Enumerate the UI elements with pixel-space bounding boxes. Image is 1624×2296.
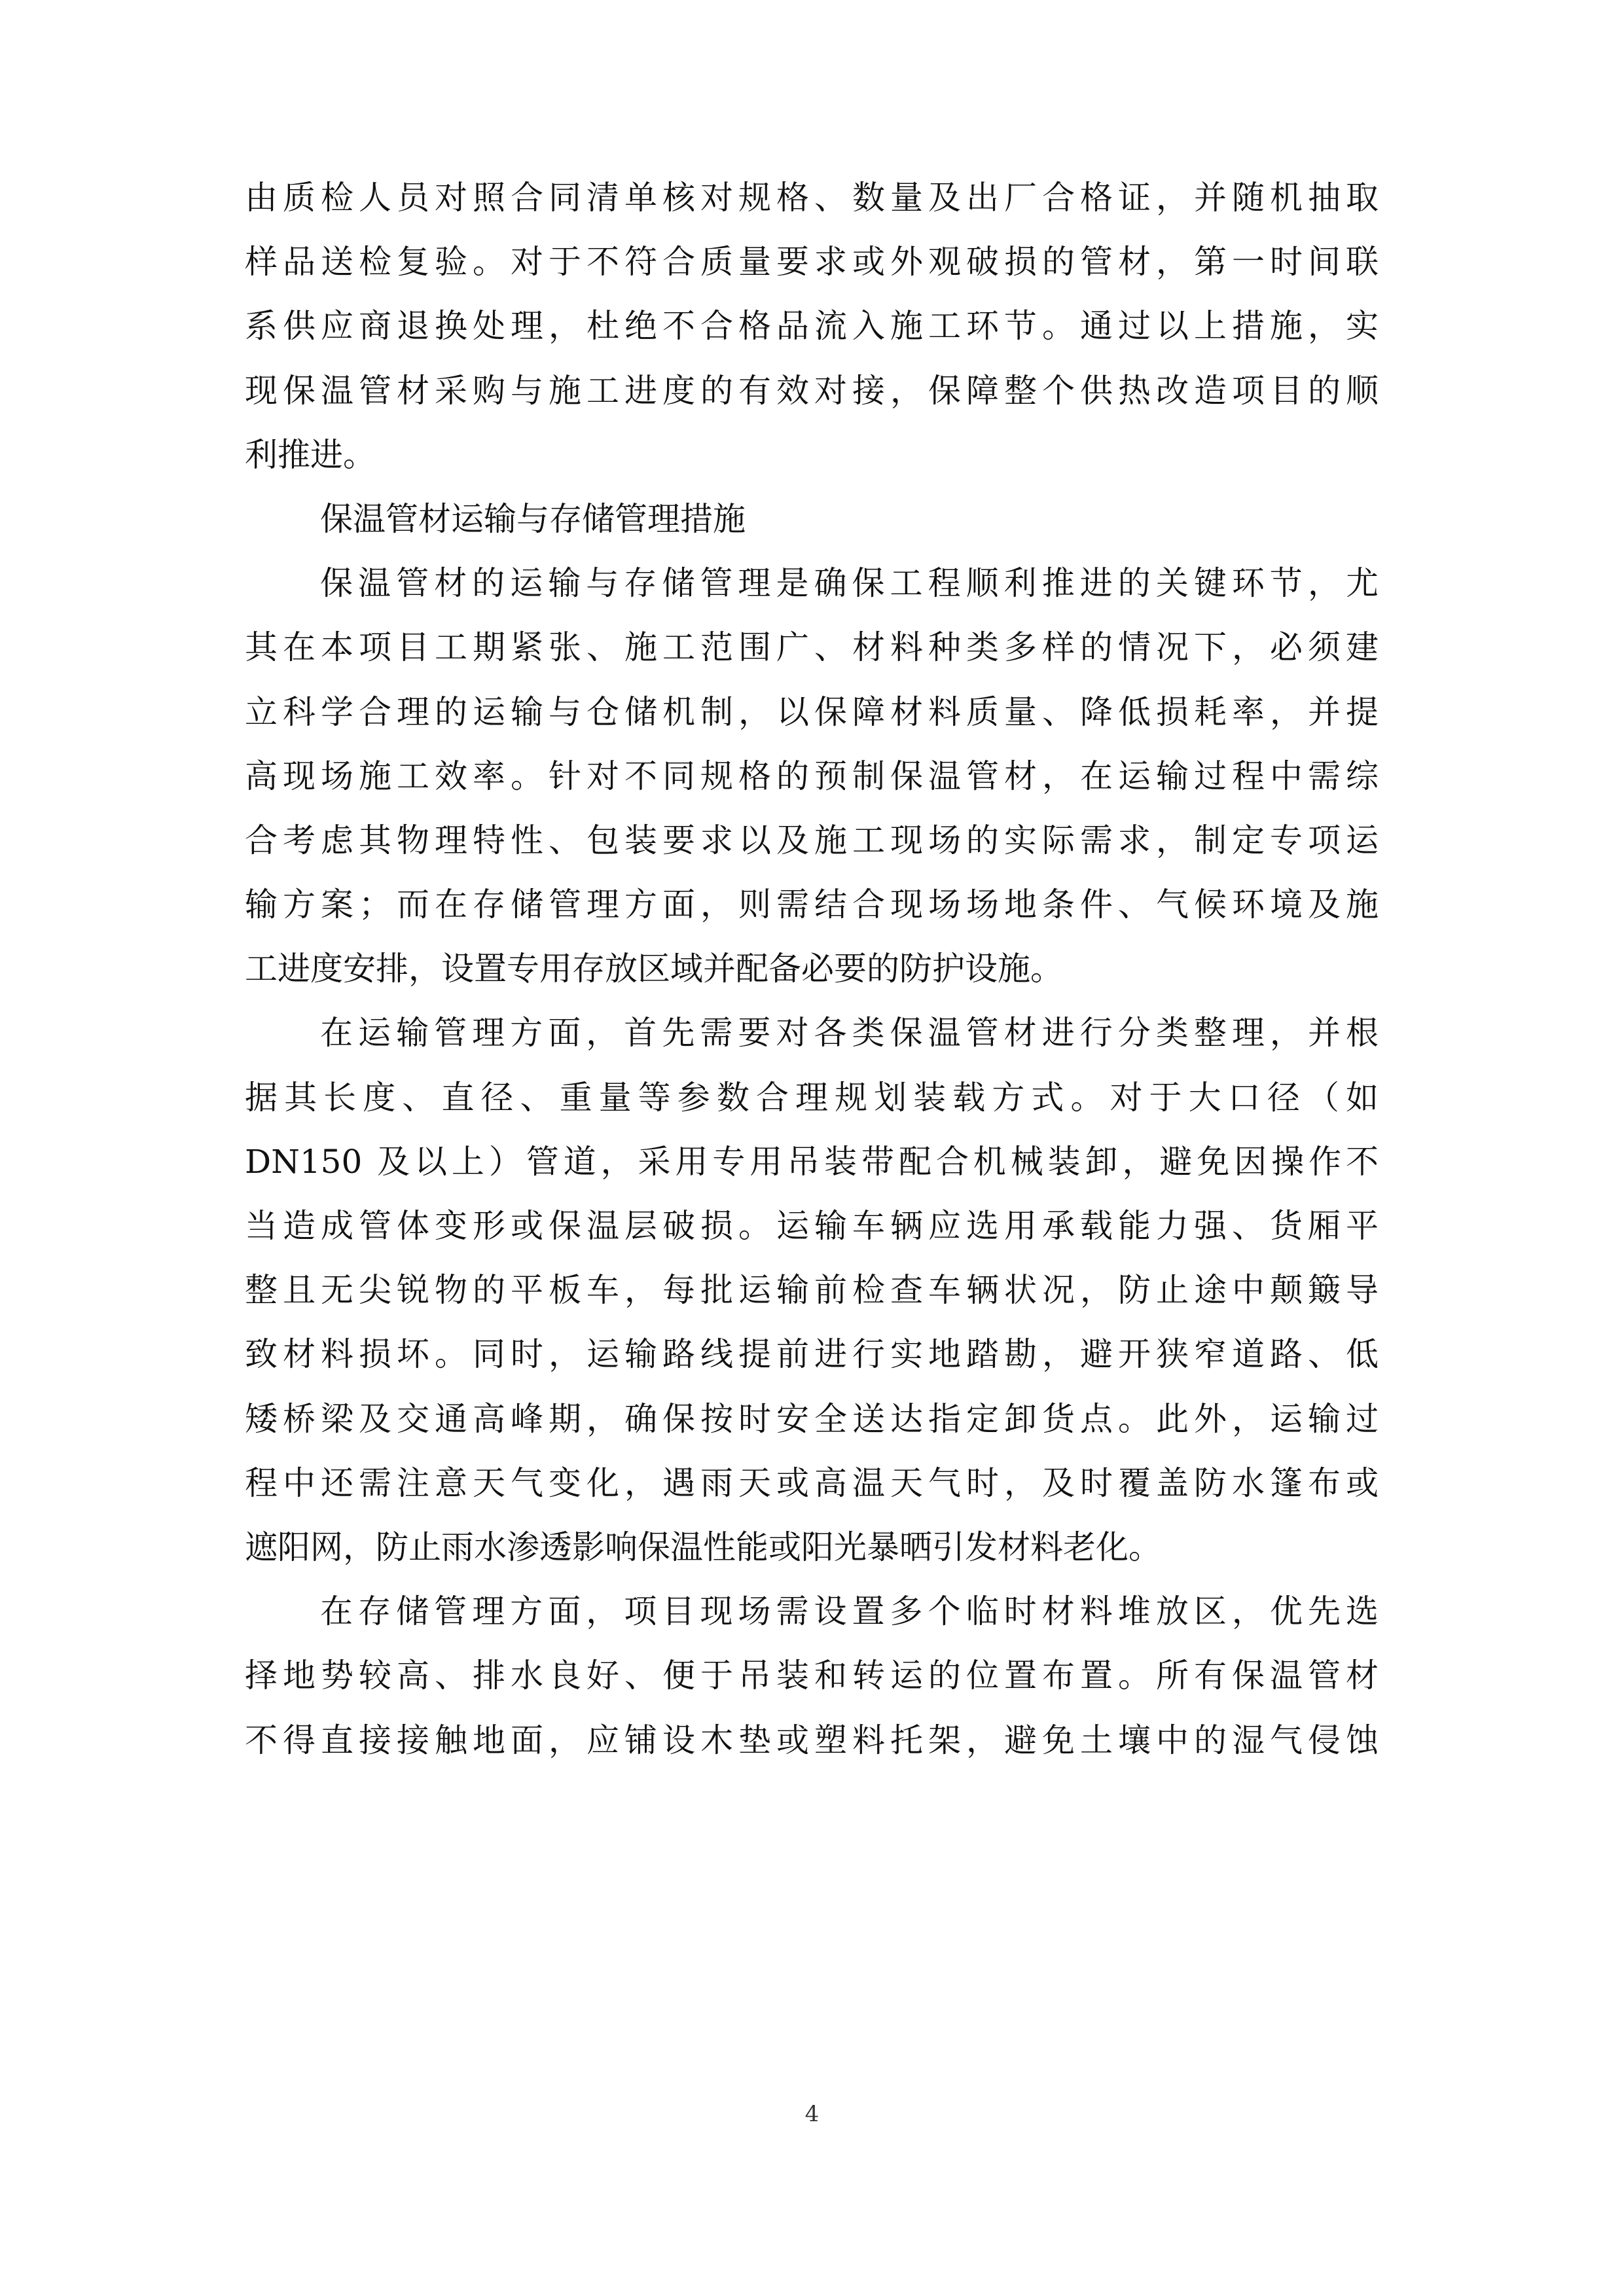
paragraph-line: 在运输管理方面，首先需要对各类保温管材进行分类整理，并根: [320, 1014, 1379, 1052]
paragraph-line: 矮桥梁及交通高峰期，确保按时安全送达指定卸货点。此外，运输过: [245, 1399, 1379, 1438]
page-number: 4: [804, 2101, 820, 2127]
paragraph-line: 样品送检复验。对于不符合质量要求或外观破损的管材，第一时间联: [245, 243, 1379, 281]
paragraph-line: 在存储管理方面，项目现场需设置多个临时材料堆放区，优先选: [320, 1592, 1379, 1631]
paragraph-line: 遮阳网，防止雨水渗透影响保温性能或阳光暴晒引发材料老化。: [245, 1528, 1161, 1566]
paragraph-line: 现保温管材采购与施工进度的有效对接，保障整个供热改造项目的顺: [245, 371, 1379, 410]
paragraph-line: 利推进。: [245, 435, 376, 474]
paragraph-line: 择地势较高、排水良好、便于吊装和转运的位置布置。所有保温管材: [245, 1657, 1379, 1695]
paragraph-line: 整且无尖锐物的平板车，每批运输前检查车辆状况，防止途中颠簸导: [245, 1271, 1379, 1310]
paragraph-line: 程中还需注意天气变化，遇雨天或高温天气时，及时覆盖防水篷布或: [245, 1463, 1379, 1502]
paragraph-line: 合考虑其物理特性、包装要求以及施工现场的实际需求，制定专项运: [245, 821, 1379, 859]
paragraph-line: 系供应商退换处理，杜绝不合格品流入施工环节。通过以上措施，实: [245, 307, 1379, 346]
paragraph-line: 当造成管体变形或保温层破损。运输车辆应选用承载能力强、货厢平: [245, 1207, 1379, 1245]
paragraph-line: 输方案；而在存储管理方面，则需结合现场场地条件、气候环境及施: [245, 886, 1379, 924]
paragraph-line: 立科学合理的运输与仓储机制，以保障材料质量、降低损耗率，并提: [245, 692, 1379, 731]
paragraph-line: DN150 及以上）管道，采用专用吊装带配合机械装卸，避免因操作不: [245, 1142, 1379, 1181]
paragraph-3: [245, 1001, 1379, 1579]
paragraph-line: 保温管材的运输与存储管理是确保工程顺利推进的关键环节，尤: [320, 564, 1379, 603]
body-text: [245, 166, 1379, 1772]
paragraph-4: [245, 1579, 1379, 1772]
paragraph-line: 高现场施工效率。针对不同规格的预制保温管材，在运输过程中需综: [245, 757, 1379, 795]
paragraph-line: 由质检人员对照合同清单核对规格、数量及出厂合格证，并随机抽取: [245, 179, 1379, 217]
paragraph-line: 据其长度、直径、重量等参数合理规划装载方式。对于大口径（如: [245, 1078, 1379, 1117]
paragraph-2: [245, 551, 1379, 1001]
paragraph-line: 致材料损坏。同时，运输路线提前进行实地踏勘，避开狭窄道路、低: [245, 1335, 1379, 1374]
paragraph-line: 其在本项目工期紧张、施工范围广、材料种类多样的情况下，必须建: [245, 628, 1379, 667]
paragraph-1: [245, 166, 1379, 487]
section-heading: 保温管材运输与存储管理措施: [320, 499, 746, 538]
paragraph-line: 工进度安排，设置专用存放区域并配备必要的防护设施。: [245, 950, 1063, 988]
paragraph-line: 不得直接接触地面，应铺设木垫或塑料托架，避免土壤中的湿气侵蚀: [245, 1721, 1379, 1759]
